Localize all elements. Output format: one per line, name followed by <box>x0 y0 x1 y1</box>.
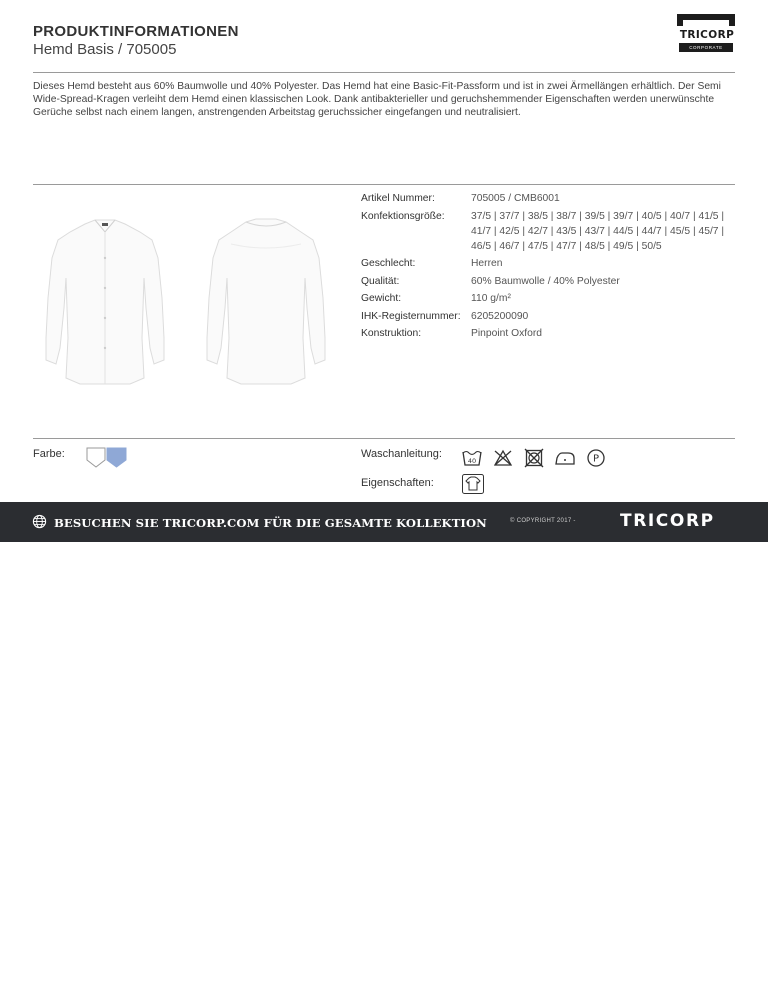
professional-dry-clean-p-icon <box>586 448 606 468</box>
logo-wordmark: TRICORP <box>679 29 735 41</box>
logo-right-bar <box>729 14 735 26</box>
logo-tagline: CORPORATE <box>679 43 733 52</box>
divider <box>33 184 735 185</box>
product-description: Dieses Hemd besteht aus 60% Baumwolle und 40% Polyester. Das Hemd hat eine Basic-Fit-Passform und ist in zwei Ärmellängen erhältlich. Der Semi Wide-Spread-Kragen verleiht dem Hemd einen klassischen Look. Dank antibakterieller und geruchshemmender Eigenschaften werden unerwünschte Gerüche selbst nach einem langen, anstrengenden Arbeitstag geruchssicher eingefangen und neutralisiert. <box>33 81 721 119</box>
product-subtitle: Hemd Basis / 705005 <box>33 41 177 58</box>
spec-label: IHK-Registernummer: <box>361 310 461 322</box>
divider <box>33 72 735 73</box>
divider <box>33 438 735 439</box>
footer-brand-logo: TRICORP <box>620 511 715 531</box>
spec-value: 110 g/m² <box>471 293 511 304</box>
svg-text:P: P <box>592 453 600 465</box>
footer-banner <box>0 502 768 542</box>
properties-label: Eigenschaften: <box>361 477 434 489</box>
care-icons <box>461 448 611 470</box>
spec-value: 6205200090 <box>471 310 529 322</box>
spec-label: Konfektionsgröße: <box>361 210 445 222</box>
spec-row-quality <box>361 274 741 289</box>
shirt-property-icon <box>462 474 484 494</box>
color-swatch-white[interactable] <box>87 448 105 467</box>
iron-low-icon <box>554 448 576 468</box>
spec-row-sizes <box>361 209 741 254</box>
spec-value: 37/5 | 37/7 | 38/5 | 38/7 | 39/5 | 39/7 | 40/5 | 40/7 | 41/5 | 41/7 | 42/5 | 42/7 | 43/5 | 43/7 | 44/5 | 44/7 | 45/5 | 45/7 | 46/5 | 46/7 | 47/5 | 47/7 | 48/5 | 49/5 | 50/5 <box>471 210 725 252</box>
tricorp-logo <box>677 14 737 62</box>
color-swatch-light-blue[interactable] <box>107 448 126 467</box>
color-label: Farbe: <box>33 448 65 460</box>
page-title: PRODUKTINFORMATIONEN <box>33 23 239 40</box>
spec-label: Artikel Nummer: <box>361 193 435 204</box>
spec-row-construction <box>361 326 741 341</box>
spec-label: Qualität: <box>361 275 400 287</box>
care-label: Waschanleitung: <box>361 448 442 460</box>
product-images <box>33 200 333 400</box>
spec-row-gender <box>361 256 741 271</box>
spec-row-ihk-number <box>361 309 741 324</box>
footer-cta-link[interactable]: BESUCHEN SIE TRICORP.COM FÜR DIE GESAMTE KOLLEKTION <box>54 516 487 530</box>
copyright-text: © COPYRIGHT 2017 - <box>510 518 576 524</box>
spec-value: Herren <box>471 258 503 269</box>
spec-table <box>361 191 741 344</box>
spec-value: 60% Baumwolle / 40% Polyester <box>471 275 620 287</box>
logo-bar <box>677 14 735 20</box>
spec-value: Pinpoint Oxford <box>471 328 542 339</box>
globe-icon <box>32 514 47 529</box>
shirt-back-image <box>201 218 331 390</box>
spec-label: Konstruktion: <box>361 328 422 339</box>
wash-temp-label: 40 <box>467 457 477 465</box>
no-bleach-icon <box>492 448 514 468</box>
spec-label: Geschlecht: <box>361 258 416 269</box>
logo-left-bar <box>677 14 683 26</box>
wash-40-icon <box>461 448 483 468</box>
shirt-front-image <box>40 218 170 390</box>
spec-label: Gewicht: <box>361 293 402 304</box>
color-swatches <box>86 447 128 469</box>
spec-value: 705005 / CMB6001 <box>471 193 560 204</box>
no-tumble-dry-icon <box>523 448 545 468</box>
spec-row-article-number <box>361 191 741 206</box>
spec-row-weight <box>361 291 741 306</box>
